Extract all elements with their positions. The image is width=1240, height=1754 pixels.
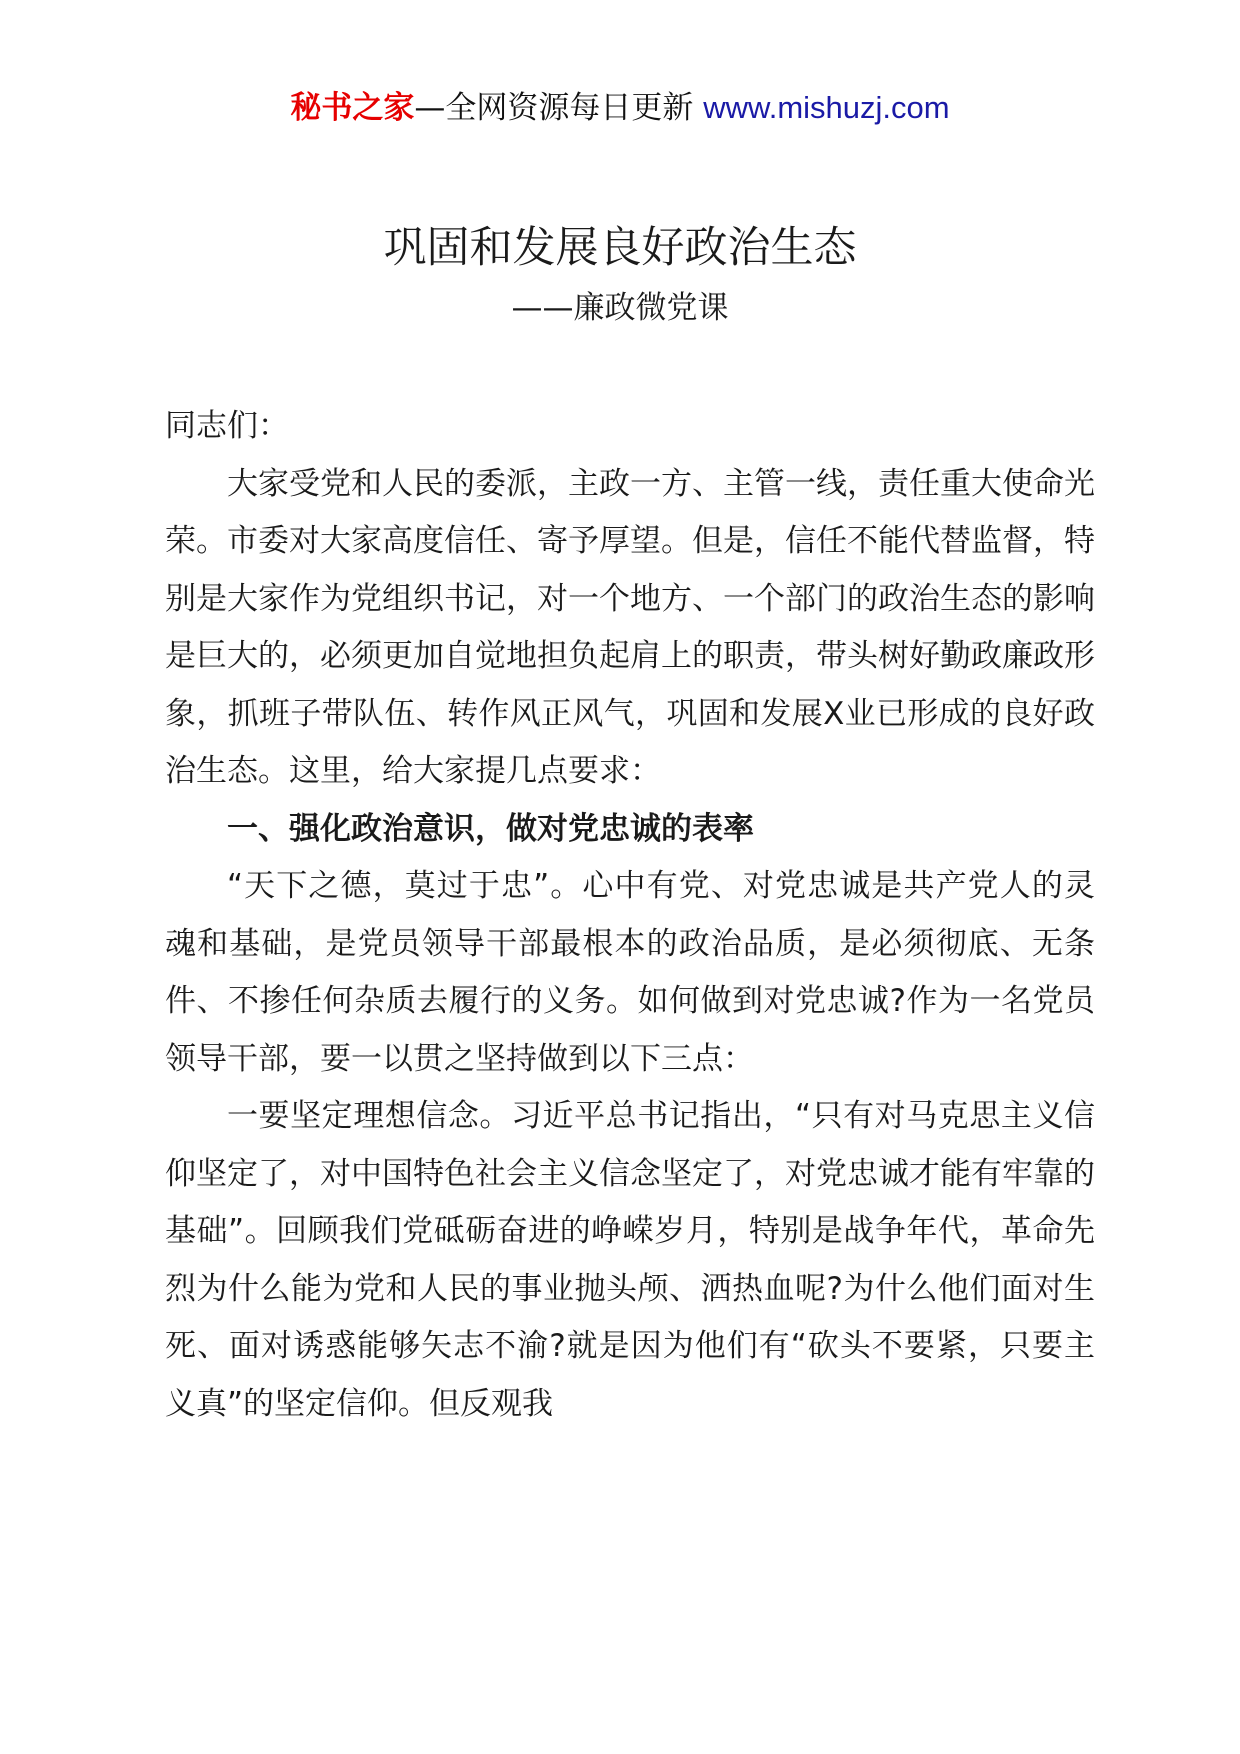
document-title: 巩固和发展良好政治生态	[383, 223, 857, 273]
body-paragraph: 一要坚定理想信念。习近平总书记指出，“只有对马克思主义信仰坚定了，对中国特色社会主义信念坚定了，对党忠诚才能有牢靠的基础”。回顾我们党砥砺奋进的峥嵘岁月，特别是战争年代，革命先烈为什么能为党和人民的事业抛头颅、洒热血呢?为什么他们面对生死、面对诱惑能够矢志不渝?就是因为他们有“砍头不要紧，只要主义真”的坚定信仰。但反观我	[165, 1098, 1095, 1422]
site-brand: 秘书之家	[290, 90, 415, 126]
document-body	[165, 398, 1095, 1433]
site-header	[0, 88, 1240, 128]
section-heading: 一、强化政治意识，做对党忠诚的表率	[227, 810, 754, 847]
site-url-link[interactable]: www.mishuzj.com	[703, 90, 950, 125]
body-paragraph: 大家受党和人民的委派，主政一方、主管一线，责任重大使命光荣。市委对大家高度信任、寄予厚望。但是，信任不能代替监督，特别是大家作为党组织书记，对一个地方、一个部门的政治生态的影响是巨大的，必须更加自觉地担负起肩上的职责，带头树好勤政廉政形象，抓班子带队伍、转作风正风气，巩固和发展X业已形成的良好政治生态。这里，给大家提几点要求：	[165, 465, 1095, 789]
site-tagline: —全网资源每日更新	[414, 90, 694, 126]
body-paragraph: “天下之德，莫过于忠”。心中有党、对党忠诚是共产党人的灵魂和基础，是党员领导干部最根本的政治品质，是必须彻底、无条件、不掺任何杂质去履行的义务。如何做到对党忠诚?作为一名党员领导干部，要一以贯之坚持做到以下三点：	[165, 868, 1095, 1077]
document-subtitle: ——廉政微党课	[511, 290, 729, 326]
salutation: 同志们：	[165, 408, 289, 444]
